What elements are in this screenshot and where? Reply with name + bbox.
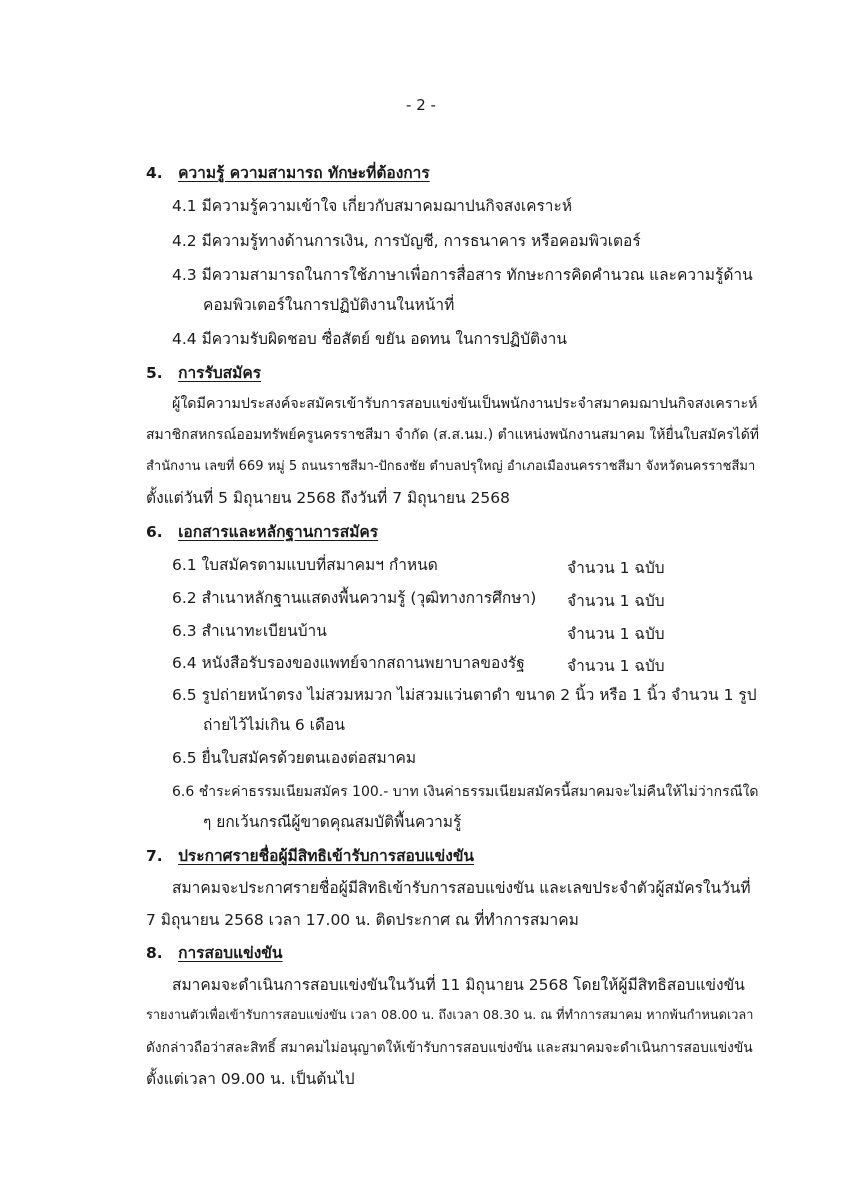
item-6-2: 6.2 สำเนาหลักฐานแสดงพื้นความรู้ (วุฒิทางการศึกษา)	[172, 589, 537, 607]
s8-line-3: ดังกล่าวถือว่าสละสิทธิ์ สมาคมไม่อนุญาตให้เข้ารับการสอบแข่งขัน และสมาคมจะดำเนินการสอบแข่งขัน	[146, 1040, 753, 1056]
item-6-6: 6.6 ชำระค่าธรรมเนียมสมัคร 100.- บาท เงินค่าธรรมเนียมสมัครนี้สมาคมจะไม่คืนให้ไม่ว่ากรณีใด	[172, 784, 759, 800]
item-6-5-photo: 6.5 รูปถ่ายหน้าตรง ไม่สวมหมวก ไม่สวมแว่นตาดำ ขนาด 2 นิ้ว หรือ 1 นิ้ว จำนวน 1 รูป	[172, 686, 757, 704]
item-4-3-cont: คอมพิวเตอร์ในการปฏิบัติงานในหน้าที่	[203, 296, 455, 314]
item-6-4-qty: จำนวน 1 ฉบับ	[567, 657, 665, 675]
section-8-heading	[146, 943, 282, 963]
s5-line-3: สำนักงาน เลขที่ 669 หมู่ 5 ถนนราชสีมา-ปักธงชัย ตำบลปรุใหญ่ อำเภอเมืองนครราชสีมา จังหวัดนครราชสีมา	[146, 459, 756, 474]
item-6-5-photo-cont: ถ่ายไว้ไม่เกิน 6 เดือน	[203, 716, 345, 734]
s5-line-1: ผู้ใดมีความประสงค์จะสมัครเข้ารับการสอบแข่งขันเป็นพนักงานประจำสมาคมฌาปนกิจสงเคราะห์	[172, 396, 758, 412]
s8-line-2: รายงานตัวเพื่อเข้ารับการสอบแข่งขัน เวลา 08.00 น. ถึงเวลา 08.30 น. ณ ที่ทำการสมาคม หากพ้นกำหนดเวลา	[146, 1008, 754, 1023]
item-6-1-qty: จำนวน 1 ฉบับ	[567, 559, 665, 577]
section-7-number: 7.	[146, 847, 163, 865]
item-6-5-submit: 6.5 ยื่นใบสมัครด้วยตนเองต่อสมาคม	[172, 749, 417, 767]
item-6-3-qty: จำนวน 1 ฉบับ	[567, 625, 665, 643]
item-6-6-cont: ๆ ยกเว้นกรณีผู้ขาดคุณสมบัติพื้นความรู้	[203, 813, 462, 831]
section-6-heading	[146, 522, 378, 542]
item-4-3: 4.3 มีความสามารถในการใช้ภาษาเพื่อการสื่อสาร ทักษะการคิดคำนวณ และความรู้ด้าน	[172, 266, 753, 284]
s8-line-1: สมาคมจะดำเนินการสอบแข่งขันในวันที่ 11 มิถุนายน 2568 โดยให้ผู้มีสิทธิสอบแข่งขัน	[172, 976, 745, 994]
item-6-3: 6.3 สำเนาทะเบียนบ้าน	[172, 622, 327, 640]
section-7-heading	[146, 846, 474, 866]
page-number: - 2 -	[406, 96, 436, 114]
section-6-number: 6.	[146, 523, 163, 541]
item-4-1: 4.1 มีความรู้ความเข้าใจ เกี่ยวกับสมาคมฌาปนกิจสงเคราะห์	[172, 197, 573, 215]
section-5-title: การรับสมัคร	[178, 364, 262, 382]
section-6-title: เอกสารและหลักฐานการสมัคร	[178, 523, 379, 541]
section-4-number: 4.	[146, 164, 163, 182]
section-8-title: การสอบแข่งขัน	[178, 944, 283, 962]
s8-line-4: ตั้งแต่เวลา 09.00 น. เป็นต้นไป	[146, 1070, 355, 1088]
section-5-number: 5.	[146, 364, 163, 382]
s5-line-2: สมาชิกสหกรณ์ออมทรัพย์ครูนครราชสีมา จำกัด (ส.ส.นม.) ตำแหน่งพนักงานสมาคม ให้ยื่นใบสมัครได้ที่	[146, 427, 760, 443]
item-4-2: 4.2 มีความรู้ทางด้านการเงิน, การบัญชี, การธนาคาร หรือคอมพิวเตอร์	[172, 232, 641, 250]
item-6-2-qty: จำนวน 1 ฉบับ	[567, 592, 665, 610]
section-4-heading	[146, 163, 430, 183]
item-4-4: 4.4 มีความรับผิดชอบ ซื่อสัตย์ ขยัน อดทน ในการปฏิบัติงาน	[172, 330, 567, 348]
s7-line-1: สมาคมจะประกาศรายชื่อผู้มีสิทธิเข้ารับการสอบแข่งขัน และเลขประจำตัวผู้สมัครในวันที่	[172, 879, 751, 897]
section-5-heading	[146, 363, 261, 383]
item-6-1: 6.1 ใบสมัครตามแบบที่สมาคมฯ กำหนด	[172, 556, 438, 574]
section-4-title: ความรู้ ความสามารถ ทักษะที่ต้องการ	[178, 164, 430, 182]
s5-line-4: ตั้งแต่วันที่ 5 มิถุนายน 2568 ถึงวันที่ 7 มิถุนายน 2568	[146, 489, 510, 507]
s7-line-2: 7 มิถุนายน 2568 เวลา 17.00 น. ติดประกาศ ณ ที่ทำการสมาคม	[146, 911, 579, 929]
section-8-number: 8.	[146, 944, 163, 962]
item-6-4: 6.4 หนังสือรับรองของแพทย์จากสถานพยาบาลของรัฐ	[172, 654, 525, 672]
section-7-title: ประกาศรายชื่อผู้มีสิทธิเข้ารับการสอบแข่งขัน	[178, 847, 475, 865]
